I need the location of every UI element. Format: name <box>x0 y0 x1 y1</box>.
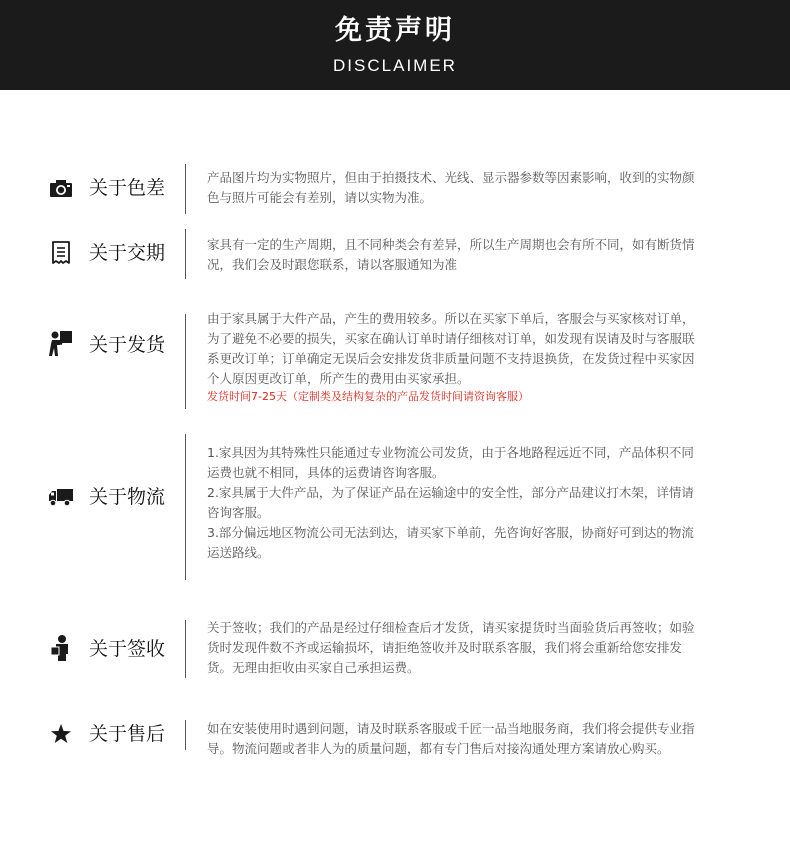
section-delivery-period <box>0 227 790 287</box>
shipping-time-notice: 发货时间7-25天（定制类及结构复杂的产品发货时间请资询客服） <box>207 390 529 403</box>
delivery-person-icon <box>48 331 74 357</box>
section-paragraph: 1.家具因为其特殊性只能通过专业物流公司发货，由于各地路程远近不同，产品体积不同运费也就不相同，具体的运费请咨询客服。 <box>207 445 694 480</box>
section-logistics <box>0 434 790 584</box>
section-label: 关于发货 <box>89 334 166 356</box>
section-text <box>207 618 695 678</box>
section-label: 关于色差 <box>89 177 166 199</box>
section-receipt <box>0 615 790 685</box>
section-label: 关于售后 <box>89 723 166 745</box>
section-divider <box>185 229 186 279</box>
disclaimer-header <box>0 0 790 90</box>
page-subtitle: DISCLAIMER <box>333 56 457 75</box>
section-label: 关于签收 <box>89 638 166 660</box>
section-text <box>207 309 695 404</box>
section-text <box>207 443 695 563</box>
section-text <box>207 719 695 759</box>
section-divider <box>185 620 186 678</box>
section-divider <box>185 314 186 409</box>
section-paragraph: 产品图片均为实物照片，但由于拍摄技术、光线、显示器参数等因素影响，收到的实物颜色与照片可能会有差别，请以实物为准。 <box>207 170 695 205</box>
section-paragraph: 2.家具属于大件产品，为了保证产品在运输途中的安全性，部分产品建议打木架，详情请咨询客服。 <box>207 485 694 520</box>
page-title: 免责声明 <box>335 15 455 46</box>
section-paragraph: 由于家具属于大件产品，产生的费用较多。所以在买家下单后，客服会与买家核对订单，为了避免不必要的损失，买家在确认订单时请仔细核对订单，如发现有误请及时与客服联系更改订单；订单确定无误后会安排发货非质量问题不支持退换货，在发货过程中买家因个人原因更改订单，所产生的费用由买家承担。 <box>207 311 695 386</box>
section-text <box>207 168 695 208</box>
section-paragraph: 关于签收；我们的产品是经过仔细检查后才发货，请买家提货时当面验货后再签收；如验货时发现件数不齐或运输损坏，请拒绝签收并及时联系客服，我们将会重新给您安排发货。无理由拒收由买家自己承担运费。 <box>207 620 695 675</box>
courier-icon <box>48 635 74 661</box>
section-shipping <box>0 304 790 416</box>
camera-icon <box>48 175 74 201</box>
section-paragraph: 家具有一定的生产周期，且不同种类会有差异，所以生产周期也会有所不同，如有断货情况，我们会及时跟您联系，请以客服通知为准 <box>207 237 695 272</box>
section-label: 关于物流 <box>89 486 166 508</box>
section-after-sales <box>0 712 790 792</box>
section-divider <box>185 720 186 750</box>
truck-icon <box>48 484 74 510</box>
section-divider <box>185 434 186 580</box>
section-color-difference <box>0 160 790 220</box>
section-text <box>207 235 695 275</box>
section-divider <box>185 164 186 214</box>
section-label: 关于交期 <box>89 242 166 264</box>
receipt-icon <box>48 240 74 266</box>
section-paragraph: 如在安装使用时遇到问题，请及时联系客服或千匠一品当地服务商，我们将会提供专业指导。物流问题或者非人为的质量问题，都有专门售后对接沟通处理方案请放心购买。 <box>207 721 695 756</box>
star-icon <box>48 721 74 747</box>
section-paragraph: 3.部分偏远地区物流公司无法到达，请买家下单前，先咨询好客服，协商好可到达的物流运送路线。 <box>207 525 694 560</box>
